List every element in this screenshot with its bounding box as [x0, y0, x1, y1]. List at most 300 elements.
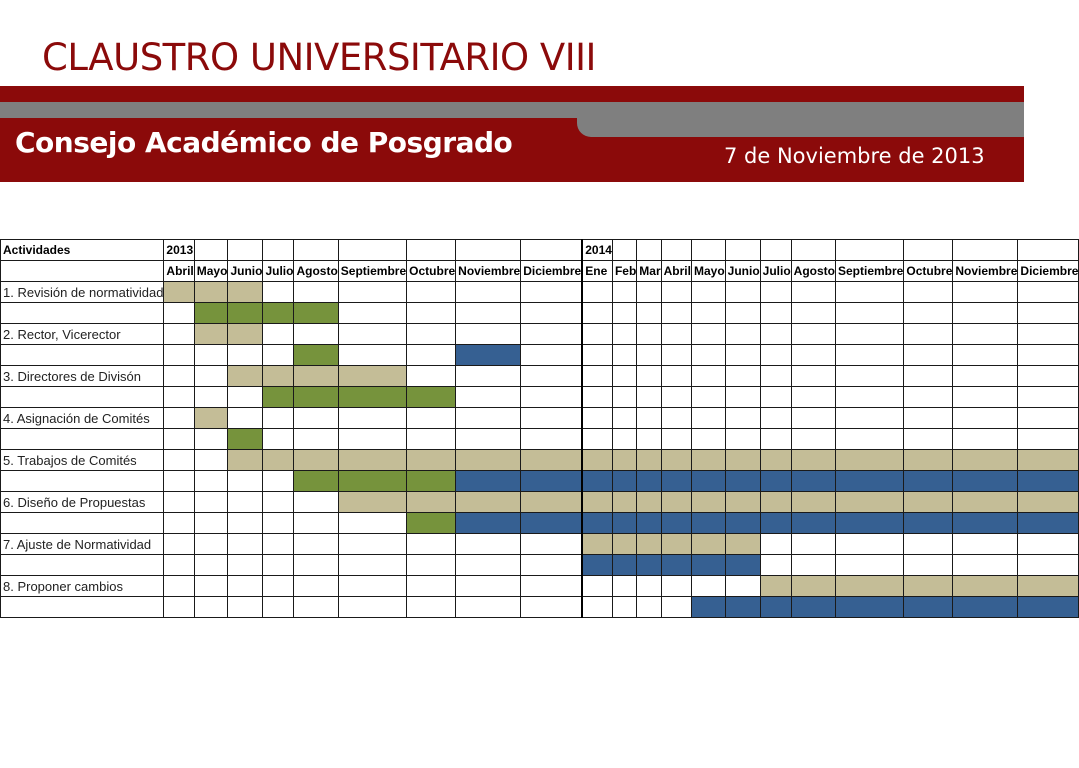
activity-label: 6. Diseño de Propuestas [1, 492, 164, 513]
empty-cell [904, 387, 953, 408]
empty-cell [263, 492, 294, 513]
empty-cell [637, 324, 661, 345]
empty-cell [836, 303, 904, 324]
empty-cell [637, 387, 661, 408]
empty-cell [836, 429, 904, 450]
empty-cell [612, 576, 636, 597]
empty-cell [164, 597, 194, 618]
ongoing-cell [582, 513, 612, 534]
empty-cell [1018, 282, 1079, 303]
planned-cell [294, 366, 338, 387]
empty-cell [953, 429, 1018, 450]
empty-cell [164, 471, 194, 492]
ongoing-cell [521, 471, 583, 492]
activity-label: 2. Rector, Vicerector [1, 324, 164, 345]
empty-cell [456, 576, 521, 597]
empty-cell [904, 408, 953, 429]
month-label: Abril [164, 261, 194, 282]
month-header-spacer [1, 261, 164, 282]
empty-cell [637, 345, 661, 366]
ongoing-cell [691, 597, 725, 618]
year-cell [637, 240, 661, 261]
planned-cell [904, 450, 953, 471]
year-cell [521, 240, 583, 261]
planned-cell [637, 534, 661, 555]
empty-cell [725, 282, 760, 303]
empty-cell [263, 345, 294, 366]
empty-cell [263, 282, 294, 303]
empty-cell [164, 303, 194, 324]
empty-cell [661, 597, 691, 618]
ongoing-cell [725, 513, 760, 534]
activity-label [1, 471, 164, 492]
empty-cell [407, 282, 456, 303]
empty-cell [1018, 345, 1079, 366]
activity-label [1, 303, 164, 324]
empty-cell [407, 408, 456, 429]
empty-cell [582, 324, 612, 345]
empty-cell [612, 345, 636, 366]
gantt-table [0, 239, 1079, 618]
empty-cell [953, 366, 1018, 387]
empty-cell [691, 303, 725, 324]
year-cell [661, 240, 691, 261]
gantt-row [1, 471, 1079, 492]
empty-cell [521, 303, 583, 324]
planned-cell [612, 534, 636, 555]
planned-cell [338, 450, 406, 471]
empty-cell [691, 366, 725, 387]
planned-cell [228, 450, 263, 471]
gantt-row [1, 282, 1079, 303]
gantt-row [1, 534, 1079, 555]
empty-cell [164, 324, 194, 345]
empty-cell [637, 366, 661, 387]
planned-cell [228, 282, 263, 303]
empty-cell [521, 282, 583, 303]
empty-cell [760, 555, 791, 576]
empty-cell [760, 366, 791, 387]
ongoing-cell [456, 345, 521, 366]
completed-cell [263, 387, 294, 408]
empty-cell [228, 576, 263, 597]
planned-cell [791, 450, 835, 471]
empty-cell [637, 576, 661, 597]
ongoing-cell [953, 513, 1018, 534]
planned-cell [791, 576, 835, 597]
empty-cell [760, 408, 791, 429]
planned-cell [661, 492, 691, 513]
empty-cell [791, 534, 835, 555]
empty-cell [407, 303, 456, 324]
empty-cell [407, 597, 456, 618]
planned-cell [456, 492, 521, 513]
empty-cell [582, 387, 612, 408]
empty-cell [661, 429, 691, 450]
planned-cell [294, 450, 338, 471]
empty-cell [338, 303, 406, 324]
ongoing-cell [836, 471, 904, 492]
empty-cell [582, 576, 612, 597]
empty-cell [338, 555, 406, 576]
month-label: Diciembre [1018, 261, 1079, 282]
month-label: Abril [661, 261, 691, 282]
year-cell [836, 240, 904, 261]
empty-cell [164, 513, 194, 534]
empty-cell [760, 534, 791, 555]
month-label: Octubre [904, 261, 953, 282]
empty-cell [263, 576, 294, 597]
empty-cell [294, 408, 338, 429]
empty-cell [338, 576, 406, 597]
empty-cell [691, 429, 725, 450]
ongoing-cell [953, 597, 1018, 618]
planned-cell [904, 492, 953, 513]
empty-cell [904, 324, 953, 345]
planned-cell [661, 450, 691, 471]
planned-cell [164, 282, 194, 303]
empty-cell [194, 534, 228, 555]
gantt-row [1, 324, 1079, 345]
planned-cell [1018, 492, 1079, 513]
empty-cell [164, 408, 194, 429]
empty-cell [263, 429, 294, 450]
empty-cell [953, 345, 1018, 366]
month-label: Ene [582, 261, 612, 282]
empty-cell [612, 387, 636, 408]
ongoing-cell [612, 555, 636, 576]
ongoing-cell [691, 513, 725, 534]
ongoing-cell [691, 555, 725, 576]
month-label: Feb [612, 261, 636, 282]
planned-cell [407, 492, 456, 513]
month-label: Noviembre [456, 261, 521, 282]
month-label: Octubre [407, 261, 456, 282]
empty-cell [521, 324, 583, 345]
empty-cell [582, 345, 612, 366]
empty-cell [194, 597, 228, 618]
completed-cell [194, 303, 228, 324]
empty-cell [791, 345, 835, 366]
activity-label: 4. Asignación de Comités [1, 408, 164, 429]
year-cell [194, 240, 228, 261]
year-header-row [1, 240, 1079, 261]
planned-cell [725, 534, 760, 555]
completed-cell [407, 387, 456, 408]
completed-cell [294, 303, 338, 324]
empty-cell [228, 492, 263, 513]
gantt-row [1, 387, 1079, 408]
empty-cell [294, 429, 338, 450]
empty-cell [836, 282, 904, 303]
empty-cell [791, 366, 835, 387]
planned-cell [228, 366, 263, 387]
empty-cell [521, 387, 583, 408]
empty-cell [521, 555, 583, 576]
planned-cell [836, 492, 904, 513]
activity-label [1, 387, 164, 408]
ongoing-cell [612, 513, 636, 534]
planned-cell [953, 450, 1018, 471]
ongoing-cell [725, 555, 760, 576]
year-cell [338, 240, 406, 261]
empty-cell [164, 366, 194, 387]
empty-cell [836, 534, 904, 555]
empty-cell [612, 429, 636, 450]
planned-cell [836, 450, 904, 471]
empty-cell [456, 597, 521, 618]
planned-cell [904, 576, 953, 597]
empty-cell [1018, 429, 1079, 450]
empty-cell [521, 408, 583, 429]
ongoing-cell [637, 513, 661, 534]
ongoing-cell [582, 555, 612, 576]
ongoing-cell [904, 513, 953, 534]
activity-label: 5. Trabajos de Comités [1, 450, 164, 471]
empty-cell [904, 429, 953, 450]
activity-label [1, 513, 164, 534]
ongoing-cell [725, 471, 760, 492]
ongoing-cell [791, 513, 835, 534]
empty-cell [612, 408, 636, 429]
empty-cell [582, 282, 612, 303]
planned-cell [521, 450, 583, 471]
empty-cell [456, 324, 521, 345]
empty-cell [904, 555, 953, 576]
year-cell [228, 240, 263, 261]
gantt-row [1, 429, 1079, 450]
empty-cell [456, 408, 521, 429]
empty-cell [194, 366, 228, 387]
empty-cell [456, 387, 521, 408]
empty-cell [791, 429, 835, 450]
empty-cell [164, 534, 194, 555]
planned-cell [760, 492, 791, 513]
empty-cell [836, 366, 904, 387]
empty-cell [691, 324, 725, 345]
empty-cell [661, 408, 691, 429]
ongoing-cell [637, 555, 661, 576]
empty-cell [691, 345, 725, 366]
year-cell [612, 240, 636, 261]
empty-cell [725, 345, 760, 366]
empty-cell [1018, 387, 1079, 408]
empty-cell [456, 282, 521, 303]
empty-cell [407, 324, 456, 345]
empty-cell [263, 534, 294, 555]
header-band-red [0, 86, 1024, 102]
ongoing-cell [691, 471, 725, 492]
planned-cell [760, 450, 791, 471]
empty-cell [661, 576, 691, 597]
empty-cell [637, 597, 661, 618]
empty-cell [582, 429, 612, 450]
empty-cell [836, 555, 904, 576]
planned-cell [194, 324, 228, 345]
empty-cell [407, 534, 456, 555]
planned-cell [637, 450, 661, 471]
ongoing-cell [661, 555, 691, 576]
month-label: Junio [725, 261, 760, 282]
activity-label [1, 555, 164, 576]
empty-cell [338, 282, 406, 303]
month-label: Noviembre [953, 261, 1018, 282]
empty-cell [1018, 303, 1079, 324]
empty-cell [904, 534, 953, 555]
year-cell [725, 240, 760, 261]
completed-cell [294, 387, 338, 408]
empty-cell [637, 429, 661, 450]
ongoing-cell [1018, 597, 1079, 618]
ongoing-cell [836, 513, 904, 534]
empty-cell [407, 555, 456, 576]
ongoing-cell [456, 471, 521, 492]
empty-cell [194, 345, 228, 366]
gantt-row [1, 597, 1079, 618]
empty-cell [661, 282, 691, 303]
empty-cell [228, 345, 263, 366]
empty-cell [294, 282, 338, 303]
ongoing-cell [582, 471, 612, 492]
completed-cell [407, 471, 456, 492]
gantt-row [1, 492, 1079, 513]
planned-cell [521, 492, 583, 513]
empty-cell [1018, 324, 1079, 345]
ongoing-cell [1018, 513, 1079, 534]
empty-cell [263, 471, 294, 492]
ongoing-cell [791, 597, 835, 618]
planned-cell [582, 450, 612, 471]
empty-cell [228, 471, 263, 492]
ongoing-cell [1018, 471, 1079, 492]
empty-cell [338, 345, 406, 366]
year-label: 2013 [164, 240, 194, 261]
empty-cell [791, 387, 835, 408]
gantt-row [1, 555, 1079, 576]
completed-cell [338, 471, 406, 492]
completed-cell [294, 345, 338, 366]
empty-cell [294, 492, 338, 513]
year-cell [1018, 240, 1079, 261]
month-label: Julio [263, 261, 294, 282]
empty-cell [521, 534, 583, 555]
planned-cell [582, 534, 612, 555]
year-cell [407, 240, 456, 261]
planned-cell [760, 576, 791, 597]
completed-cell [338, 387, 406, 408]
ongoing-cell [760, 597, 791, 618]
empty-cell [953, 534, 1018, 555]
empty-cell [228, 534, 263, 555]
empty-cell [194, 450, 228, 471]
year-cell [263, 240, 294, 261]
gantt-row [1, 366, 1079, 387]
ongoing-cell [661, 513, 691, 534]
empty-cell [521, 345, 583, 366]
planned-cell [1018, 450, 1079, 471]
empty-cell [725, 387, 760, 408]
empty-cell [760, 429, 791, 450]
empty-cell [263, 555, 294, 576]
month-label: Mar [637, 261, 661, 282]
empty-cell [228, 597, 263, 618]
ongoing-cell [953, 471, 1018, 492]
completed-cell [294, 471, 338, 492]
empty-cell [194, 429, 228, 450]
planned-cell [637, 492, 661, 513]
empty-cell [294, 324, 338, 345]
planned-cell [836, 576, 904, 597]
empty-cell [661, 366, 691, 387]
empty-cell [725, 576, 760, 597]
year-cell [294, 240, 338, 261]
ongoing-cell [725, 597, 760, 618]
empty-cell [612, 366, 636, 387]
empty-cell [164, 450, 194, 471]
empty-cell [407, 345, 456, 366]
planned-cell [194, 282, 228, 303]
ongoing-cell [904, 597, 953, 618]
completed-cell [407, 513, 456, 534]
planned-cell [338, 366, 406, 387]
empty-cell [194, 555, 228, 576]
empty-cell [521, 576, 583, 597]
empty-cell [725, 429, 760, 450]
empty-cell [294, 597, 338, 618]
gantt-row [1, 576, 1079, 597]
empty-cell [760, 387, 791, 408]
planned-cell [791, 492, 835, 513]
year-cell [760, 240, 791, 261]
gantt-row [1, 513, 1079, 534]
empty-cell [1018, 534, 1079, 555]
empty-cell [194, 387, 228, 408]
planned-cell [228, 324, 263, 345]
planned-cell [725, 492, 760, 513]
empty-cell [953, 282, 1018, 303]
empty-cell [637, 408, 661, 429]
empty-cell [612, 303, 636, 324]
year-cell [456, 240, 521, 261]
empty-cell [164, 576, 194, 597]
month-label: Agosto [294, 261, 338, 282]
ongoing-cell [521, 513, 583, 534]
empty-cell [338, 429, 406, 450]
empty-cell [904, 282, 953, 303]
gantt-row [1, 450, 1079, 471]
ongoing-cell [836, 597, 904, 618]
empty-cell [725, 324, 760, 345]
month-label: Junio [228, 261, 263, 282]
ongoing-cell [791, 471, 835, 492]
gantt-row [1, 345, 1079, 366]
planned-cell [263, 450, 294, 471]
ongoing-cell [612, 471, 636, 492]
empty-cell [836, 408, 904, 429]
empty-cell [263, 324, 294, 345]
planned-cell [1018, 576, 1079, 597]
empty-cell [725, 303, 760, 324]
planned-cell [407, 450, 456, 471]
page-title: CLAUSTRO UNIVERSITARIO VIII [42, 36, 596, 79]
empty-cell [338, 534, 406, 555]
empty-cell [164, 345, 194, 366]
empty-cell [338, 324, 406, 345]
ongoing-cell [904, 471, 953, 492]
empty-cell [228, 408, 263, 429]
year-cell [691, 240, 725, 261]
empty-cell [338, 408, 406, 429]
